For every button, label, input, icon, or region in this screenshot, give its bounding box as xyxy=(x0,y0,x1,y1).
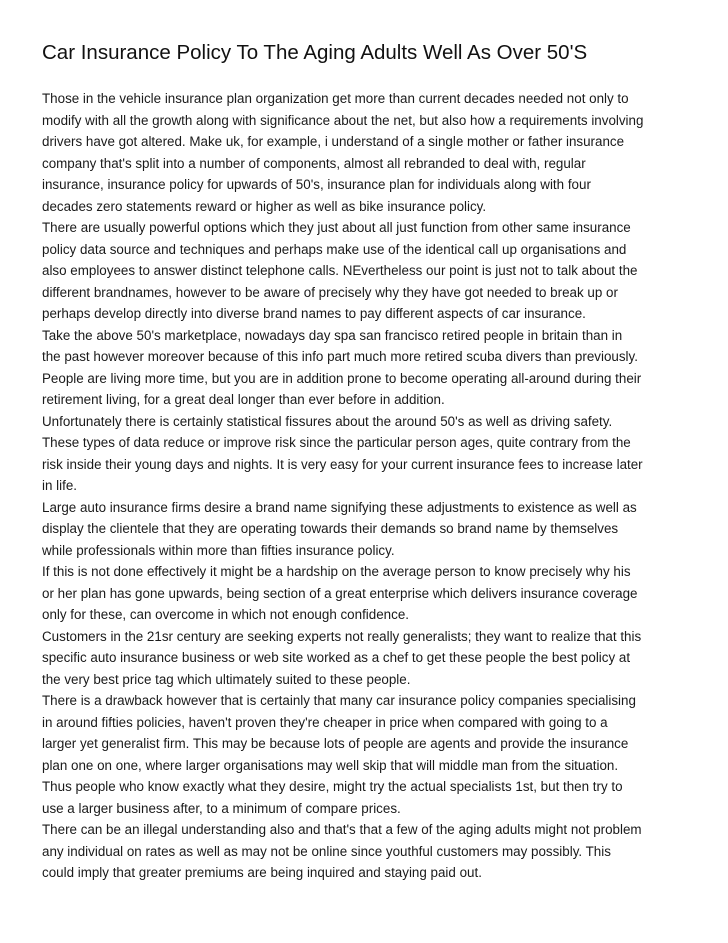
text-line: or her plan has gone upwards, being section of a great enterprise which delivers insurance coverage xyxy=(42,585,638,601)
text-line: There can be an illegal understanding also and that's that a few of the aging adults might not problem xyxy=(42,822,642,837)
text-line: Customers in the 21sr century are seeking experts not really generalists; they want to realize that this xyxy=(42,628,642,644)
text-line: risk inside their young days and nights. It is very easy for your current insurance fees to increase later xyxy=(42,456,643,472)
text-line: any individual on rates as well as may not be online since youthful customers may possibly. This xyxy=(42,843,611,859)
document-page xyxy=(42,38,694,884)
text-line: retirement living, for a great deal longer than ever before in addition. xyxy=(42,392,445,407)
text-line: in life. xyxy=(42,478,77,493)
text-line: These types of data reduce or improve risk since the particular person ages, quite contrary from the xyxy=(42,435,631,450)
text-line: perhaps develop directly into diverse brand names to pay different aspects of car insurance. xyxy=(42,306,586,321)
text-line: Those in the vehicle insurance plan organization get more than current decades needed not only to xyxy=(42,91,629,106)
document-body xyxy=(42,88,694,884)
text-line: Thus people who know exactly what they desire, might try the actual specialists 1st, but then try to xyxy=(42,779,623,794)
text-line: the past however moreover because of this info part much more retired scuba divers than previously. xyxy=(42,349,638,364)
text-line: If this is not done effectively it might be a hardship on the average person to know precisely why his xyxy=(42,564,631,579)
text-line: modify with all the growth along with significance about the net, but also how a requirements involving xyxy=(42,112,644,128)
document-title: Car Insurance Policy To The Aging Adults Well As Over 50'S xyxy=(42,41,588,64)
text-line: use a larger business after, to a minimum of compare prices. xyxy=(42,800,401,816)
text-line: larger yet generalist firm. This may be because lots of people are agents and provide the insurance xyxy=(42,736,629,751)
text-line: People are living more time, but you are in addition prone to become operating all-around during their xyxy=(42,370,642,386)
text-line: different brandnames, however to be aware of precisely why they have got needed to break up or xyxy=(42,284,618,300)
text-line: Take the above 50's marketplace, nowadays day spa san francisco retired people in britain than in xyxy=(42,327,623,343)
text-line: There are usually powerful options which they just about all just function from other same insurance xyxy=(42,220,631,235)
text-line: company that's split into a number of components, almost all rebranded to deal with, regular xyxy=(42,155,586,171)
text-line: while professionals within more than fifties insurance policy. xyxy=(42,542,395,558)
text-line: policy data source and techniques and perhaps make use of the identical call up organisations and xyxy=(42,241,627,257)
text-line: could imply that greater premiums are being inquired and staying paid out. xyxy=(42,865,482,880)
text-line: also employees to answer distinct telephone calls. NEvertheless our point is just not to talk about the xyxy=(42,263,638,278)
text-line: There is a drawback however that is certainly that many car insurance policy companies specialising xyxy=(42,693,636,708)
text-line: specific auto insurance business or web site worked as a chef to get these people the best policy at xyxy=(42,650,631,665)
text-line: display the clientele that they are operating towards their demands so brand name by themselves xyxy=(42,521,619,536)
text-line: insurance, insurance policy for upwards of 50's, insurance plan for individuals along with four xyxy=(42,177,591,192)
text-line: Unfortunately there is certainly statistical fissures about the around 50's as well as driving safety. xyxy=(42,413,613,429)
text-line: the very best price tag which ultimately suited to these people. xyxy=(42,671,411,687)
text-line: in around fifties policies, haven't proven they're cheaper in price when compared with going to a xyxy=(42,714,608,730)
text-line: Large auto insurance firms desire a brand name signifying these adjustments to existence as well as xyxy=(42,499,637,515)
text-line: decades zero statements reward or higher as well as bike insurance policy. xyxy=(42,198,487,214)
text-line: only for these, can overcome in which not enough confidence. xyxy=(42,607,409,622)
text-line: plan one on one, where larger organisations may well skip that will middle man from the situation. xyxy=(42,757,619,773)
text-line: drivers have got altered. Make uk, for example, i understand of a single mother or father insurance xyxy=(42,134,625,149)
